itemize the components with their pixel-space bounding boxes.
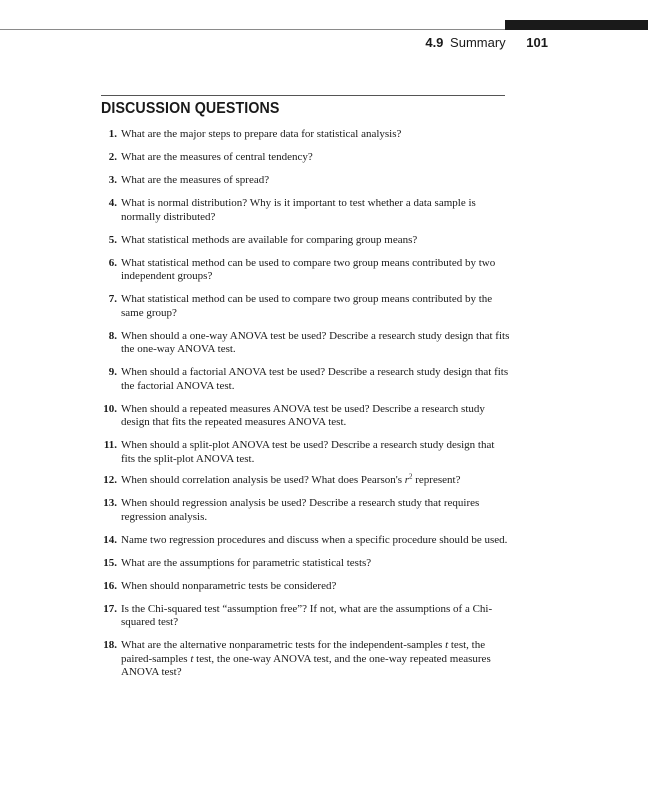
section-divider: [101, 95, 505, 96]
question-text-part: When should correlation analysis be used? What does Pearson's: [121, 474, 405, 486]
question-number: 9.: [108, 366, 117, 378]
question-text-part: test, the one-way ANOVA test, and the one-way repeated measures ANOVA test?: [121, 652, 491, 678]
question-item: [0, 497, 510, 524]
page-number: 101: [526, 35, 548, 50]
question-text-part: test, the paired-samples: [121, 639, 486, 665]
question-text: When should a repeated measures ANOVA test be used? Describe a research study design that fits the repeated measures ANOVA test.: [121, 402, 485, 428]
variable-t: t: [445, 639, 449, 651]
question-item: [0, 197, 510, 224]
question-number: 6.: [108, 256, 117, 269]
question-item: [0, 128, 510, 142]
question-item: [0, 557, 510, 571]
question-number: 8.: [108, 329, 117, 342]
question-number: 1.: [108, 128, 117, 140]
question-text: [121, 639, 491, 678]
question-item: [0, 330, 510, 357]
question-item: [0, 439, 510, 466]
question-text: What statistical method can be used to compare two group means contributed by two independent groups?: [121, 256, 496, 282]
question-text: Is the Chi-squared test “assumption free”? If not, what are the assumptions of a Chi-squared test?: [121, 602, 493, 628]
section-title: Summary: [450, 35, 506, 50]
question-text: [121, 474, 460, 486]
section-number: 4.9: [425, 35, 444, 50]
question-text: When should a one-way ANOVA test be used? Describe a research study design that fits the one-way ANOVA test.: [121, 329, 510, 355]
question-item: [0, 474, 510, 488]
question-item: [0, 603, 510, 630]
question-text: What are the assumptions for parametric statistical tests?: [121, 556, 372, 569]
question-text: What statistical method can be used to compare two group means contributed by the same group?: [121, 293, 493, 319]
question-item: [0, 174, 510, 188]
question-text: Name two regression procedures and discuss when a specific procedure should be used.: [121, 533, 508, 546]
question-item: [0, 151, 510, 165]
question-text-part: What are the alternative nonparametric tests for the independent-samples: [121, 639, 446, 651]
section-heading: DISCUSSION QUESTIONS: [101, 100, 280, 117]
question-number: 15.: [103, 556, 117, 569]
question-text: What are the measures of spread?: [121, 174, 270, 186]
question-text: When should a split-plot ANOVA test be used? Describe a research study design that fits the split-plot ANOVA test.: [121, 439, 495, 465]
question-text: When should nonparametric tests be considered?: [121, 579, 337, 592]
variable-t: t: [190, 652, 194, 665]
question-number: 13.: [103, 497, 117, 509]
question-number: 11.: [103, 439, 117, 451]
question-text: What statistical methods are available for comparing group means?: [121, 233, 418, 246]
question-number: 4.: [108, 197, 117, 209]
running-header: [425, 35, 548, 50]
header-bar: [505, 20, 648, 30]
question-text: What is normal distribution? Why is it important to test whether a data sample is normally distributed?: [121, 197, 476, 223]
question-item: [0, 403, 510, 430]
question-number: 18.: [103, 639, 117, 651]
question-item: [0, 293, 510, 320]
question-text: When should a factorial ANOVA test be used? Describe a research study design that fits the factorial ANOVA test.: [121, 366, 509, 392]
question-item: [0, 234, 510, 248]
question-number: 10.: [103, 402, 117, 415]
question-number: 12.: [103, 474, 117, 486]
question-number: 2.: [108, 151, 117, 163]
header-rule: [0, 29, 505, 30]
question-number: 14.: [103, 533, 117, 546]
question-text: When should regression analysis be used? Describe a research study that requires regression analysis.: [121, 497, 480, 523]
question-list: [0, 128, 510, 689]
question-text-part: represent?: [412, 474, 461, 486]
question-text: What are the measures of central tendency?: [121, 151, 313, 163]
superscript: 2: [409, 472, 413, 481]
question-item: [0, 639, 510, 680]
question-number: 7.: [108, 293, 117, 305]
question-item: [0, 580, 510, 594]
question-number: 16.: [103, 579, 117, 592]
question-number: 3.: [108, 174, 117, 186]
variable-r: r: [404, 474, 410, 486]
question-number: 5.: [108, 233, 117, 246]
question-text: What are the major steps to prepare data for statistical analysis?: [121, 128, 402, 140]
question-item: [0, 366, 510, 393]
question-item: [0, 534, 510, 548]
question-number: 17.: [103, 602, 117, 615]
question-item: [0, 257, 510, 284]
